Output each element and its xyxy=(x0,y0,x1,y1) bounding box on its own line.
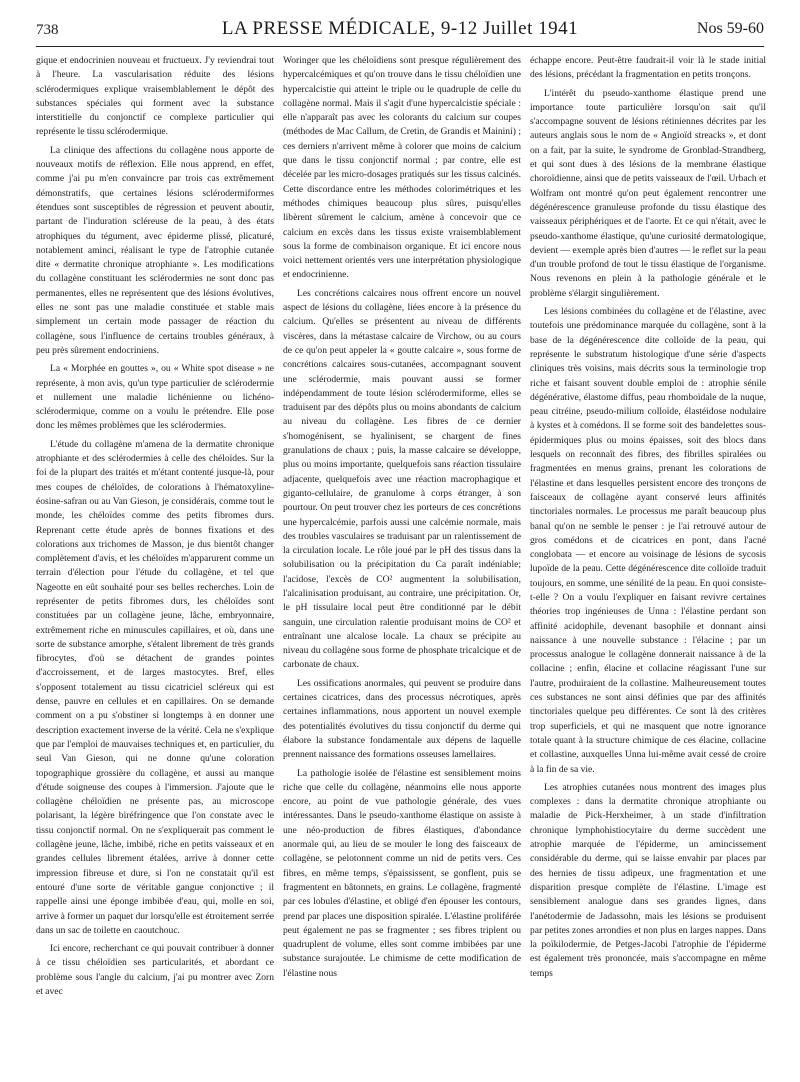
paragraph: Les lésions combinées du collagène et de l'élastine, avec toutefois une prédominance marquée du collagène, sont à la base de la dégénérescence dite colloïde de la peau, qui représente le substratum histologique d'une série d'aspects cliniques très voisins, mais décrits sous la terminologie trop riche et faisant souvent double emploi de : atrophie sénile dégénérative, élastome diffus, peau rhomboïdale de la nuque, peau citréine, pseudo-milium colloïde, élastéidose nodulaire à kystes et à comédons. Il se forme soit des bandelettes sous-épidermiques plus ou moins épaisses, soit des blocs dans lesquels on reconnaît des fibres, des fibrilles spiralées ou fragmentées en menus grains, prenant les colorations de l'élastine et dans lesquelles persistent encore des tronçons de faisceaux de collagène ayant conservé leurs affinités tinctoriales normales. Le processus me paraît beaucoup plus banal qu'on ne semble le penser : je l'ai retrouvé autour de gros comédons et de cicatrices en pont, dans l'acné conglobata — et encore au voisinage de lésions de sycosis lupoïde de la peau. Cette dégénérescence dite colloïde traduit toujours, en somme, une sénilité de la peau. En quoi consiste-t-elle ? On a voulu l'expliquer en faisant revivre certaines théories trop ingénieuses de Unna : l'élastine perdant son affinité acidophile, devenant basophile et donnant ainsi naissance à une nouvelle substance : l'élacine ; par un processus analogue le collagène donnerait naissance à de la collacine ; enfin, élacine et collacine réagissant l'une sur l'autre, produiraient de la collastine. Malheureusement toutes ces substances ne sont ainsi définies que par des affinités tinctoriales quelque peu différentes. Ce sont là des critères trop superficiels, et qui ne masquent que notre ignorance totale quant à la structure chimique de ces élacine, collacine et collastine, auxquelles Unna lui-même avait cessé de croire à la fin de sa vie. xyxy=(530,306,766,775)
paragraph: Les ossifications anormales, qui peuvent se produire dans certaines cicatrices, dans des processus nécrotiques, après certaines inflammations, nous apportent un nouvel exemple des potentialités évolutives du tissu conjonctif du derme qui élabore la substance fondamentale aux dépens de laquelle prennent naissance des formations osseuses lamellaires. xyxy=(283,677,521,761)
page-header xyxy=(36,18,764,42)
column-3 xyxy=(530,54,766,1072)
paragraph: La « Morphée en gouttes », ou « White spot disease » ne représente, à mon avis, qu'un type particulier de sclérodermie et nullement une maladie lichénienne ou lichéno-sclérodermique, comme on a voulu le prétendre. Elle pose donc les mêmes problèmes que les sclérodermies. xyxy=(36,363,274,432)
journal-title: LA PRESSE MÉDICALE, 9-12 Juillet 1941 xyxy=(221,18,579,39)
paragraph: L'étude du collagène m'amena de la dermatite chronique atrophiante et des sclérodermies à celle des chéloïdes. Sur la foi de la plupart des traités et m'étant contenté jusque-là, pour mes coupes de chéloïdes, de colorations à l'hématoxyline-éosine-safran ou au Van Gieson, je considérais, comme tout le monde, les chéloïdes comme des petits fibromes durs. Reprenant cette étude après de bonnes fixations et des colorations aux trichomes de Masson, je dus bientôt changer complètement d'avis, et les chéloïdes m'apparurent comme un terrain d'élection pour l'étude du collagène, et tel que Nageotte en eût souhaité pour ses belles recherches. Loin de représenter de petits fibromes durs, les chéloïdes sont constituées par un collagène jeune, lâche, embryonnaire, extrêmement riche en minuscules capillaires, et où, dans une sorte de substance amorphe, s'étalent librement de très grands fibrocytes, d'où se détachent de grandes pointes d'accroissement, et de larges mastocytes. Bref, elles s'opposent totalement au tissu cicatriciel scléreux qui est dense, pauvre en cellules et en capillaires. On se demande comment on a pu s'obstiner si longtemps à en donner une description exactement inverse de la vérité. Cela ne s'explique que par l'emploi de mauvaises techniques et, en particulier, du seul Van Gieson, qui ne donne qu'une coloration topographique grossière du collagène, et aussi au manque d'étude soigneuse des coupes à l'immersion. J'ajoute que le collagène chéloïdien ne présente pas, au microscope polarisant, la légère biréfringence que l'on constate avec le tissu conjonctif normal. On ne s'expliquerait pas comment le collagène jeune, lâche, imbibé, riche en petits vaisseaux et en grandes cellules librement étalées, arrive à donner cette impression fibreuse et dure, si l'on ne constatait qu'il est entouré d'une sorte de véritable gangue conjonctive ; il rappelle ainsi une éponge imbibée d'eau, qui, molle en soi, arrive à former un paquet dur lorsqu'elle est étroitement serrée dans un sac de toilette en caoutchouc. xyxy=(36,438,274,936)
paragraph: Les atrophies cutanées nous montrent des images plus complexes : dans la dermatite chronique atrophiante ou maladie de Pick-Herxheimer, à un stade d'infiltration chronique lymphohistiocytaire du derme succèdent une atrophie marquée de l'épiderme, un amincissement considérable du derme, qui se laisse envahir par places par des hernies de tissu adipeux, une fragmentation et une disparition presque complète de l'élastine. L'image est sensiblement analogue dans ses grandes lignes, dans l'anétodermie de Jadassohn, mais les lésions se produisent par petites zones arrondies et non plus en larges nappes. Dans la poïkilodermie, de Petges-Jacobi l'atrophie de l'épiderme est également très prononcée, mais s'accompagne en même temps xyxy=(530,781,766,979)
column-2 xyxy=(283,54,521,1072)
paragraph: Les concrétions calcaires nous offrent encore un nouvel aspect de lésions du collagène, liées encore à la présence du calcium. Qu'elles se présentent au niveau de différents viscères, dans la métastase calcaire de Virchow, ou au cours de ce qu'on peut appeler la « goutte calcaire », sous forme de concrétions calcaires sous-cutanées, accompagnant souvent une sclérodermie, mais pouvant aussi se former indépendamment de toute lésion sclérodermiforme, elles se traduisent par des dépôts plus ou moins abondants de calcium au niveau du collagène. Les fibres de ce dernier s'homogénisent, se hyalinisent, se chargent de fines granulations de chaux ; puis, la masse calcaire se développe, plus ou moins importante, quelquefois sans réaction tissulaire adjacente, quelquefois avec une réaction macrophagique et giganto-cellulaire, de granulome à corps étranger, à son pourtour. On peut trouver chez les porteurs de ces concrétions une hypercalcémie, parfois aussi une calcémie normale, mais des troubles vasculaires se traduisant par un ralentissement de la circulation locale. Le rôle joué par le pH des tissus dans la solubilisation ou la précipitation du Ca paraît indéniable; l'acidose, l'excès de CO² augmentent la solubilisation, l'alcalinisation produisant, au contraire, une précipitation. Or, le pH tissulaire local peut être conditionné par le débit sanguin, une circulation ralentie produisant moins de CO² et entraînant une alcalose locale. La chaux se précipite au niveau du collagène sous forme de phosphate tricalcique et de carbonate de chaux. xyxy=(283,287,521,671)
issue-number: Nos 59-60 xyxy=(696,20,764,37)
paragraph: gique et endocrinien nouveau et fructueux. J'y reviendrai tout à l'heure. La vascularisation réduite des lésions sclérodermiques explique vraisemblablement le dépôt des substances spéciales qui forment avec la substance interstitielle du conjonctif ce complexe particulier qui représente le tissu sclérodermique. xyxy=(36,55,274,138)
paragraph: La pathologie isolée de l'élastine est sensiblement moins riche que celle du collagène, néanmoins elle nous apporte encore, au point de vue pathologie générale, des vues intéressantes. Dans le pseudo-xanthome élastique on assiste à une néo-production de fibres élastiques, d'abondance anormale qui, au lieu de se mouler le long des faisceaux de collagène, se pelotonnent comme un nid de petits vers. Ces fibres, en même temps, s'épaississent, se gonflent, puis se fragmentent en bâtonnets, en grains. Le collagène, fragmenté par ces lobules d'élastine, et obligé d'en épouser les contours, prend par places une disposition spiralée. L'élastine proliférée peut également ne pas se fragmenter ; ses fibres triplent ou quadruplent de volume, elles sont comme imbibées par une substance surajoutée. Le chimisme de cette modification de l'élastine nous xyxy=(283,767,521,979)
paragraph: Ici encore, recherchant ce qui pouvait contribuer à donner à ce tissu chéloïdien ses particularités, et abordant ce problème sous l'angle du calcium, j'ai pu montrer avec Zorn et avec xyxy=(36,943,274,997)
column-1 xyxy=(36,54,274,1072)
paragraph: L'intérêt du pseudo-xanthome élastique prend une importance toute particulière lorsqu'on sait qu'il s'accompagne souvent de lésions rétiniennes décrites par les auteurs anglais sous le nom de « Angioïd streacks », et dont on a fait, par la suite, le syndrome de Gronblad-Strandberg, et qui sont dues à des lésions de la membrane élastique choroïdienne, ainsi que de petits vaisseaux de l'œil. Urbach et Wolfram ont montré qu'on peut également rencontrer une dégénérescence granuleuse profonde du tissu élastique des vaisseaux périphériques et de l'aorte. Et ce qui n'était, avec le pseudo-xanthome élastique, qu'une curiosité dermatologique, devient — exemple après bien d'autres — le reflet sur la peau d'un trouble profond de tout le tissu élastique de l'organisme. Nous revenons en plein à la pathologie générale et le problème s'élargit singulièrement. xyxy=(530,87,766,299)
paragraph: La clinique des affections du collagène nous apporte de nouveaux motifs de réflexion. Elle nous apprend, en effet, comme j'ai pu m'en convaincre par trois cas extrêmement démonstratifs, que certaines lésions sclérodermiformes étendues sont susceptibles de régression et peuvent aboutir, partant de l'induration scléreuse de la peau, à des états atrophiques du tégument, avec épiderme plissé, plicaturé, notablement aminci, réalisant le type de l'atrophie cutanée dite « dermatite chronique atrophiante ». Les modifications du collagène constituant les sclérodermies ne sont donc pas permanentes, elles ne représentent que des lésions évolutives, elles ne sont pas une maladie constituée et stable mais simplement un certain mode passager de réaction du collagène, sous l'influence de certains troubles généraux, à peu près sûrement endocriniens. xyxy=(36,144,274,356)
paragraph: Woringer que les chéloïdiens sont presque régulièrement des hypercalcémiques et qu'on trouve dans le tissu chéloïdien une hypercalcistie qui atteint le triple ou le quadruple de celle du collagène normal. Mais il s'agit d'une hypercalcistie spéciale : elle n'apparaît pas avec les colorants du calcium sur coupes (méthodes de Mac Callum, de Cretin, de Grandis et Mainini) ; ces derniers n'arrivent même à colorer que moins de calcium que dans le tissu conjonctif normal ; par contre, elle est décelée par les micro-dosages pratiqués sur les tissus calcinés. Cette discordance entre les méthodes colorimétriques et les méthodes chimiques beaucoup plus sûres, puisqu'elles libèrent sûrement le calcium, amène à concevoir que ce calcium en excès dans les tissus existe vraisemblablement sous la forme de combinaison organique. Et ici encore nous voici nettement orientés vers une interprétation physiologique et endocrinienne. xyxy=(283,55,521,281)
paragraph: échappe encore. Peut-être faudrait-il voir là le stade initial des lésions, précédant la fragmentation en petits tronçons. xyxy=(530,55,766,81)
header-rule xyxy=(36,46,764,47)
page-number: 738 xyxy=(36,22,59,38)
